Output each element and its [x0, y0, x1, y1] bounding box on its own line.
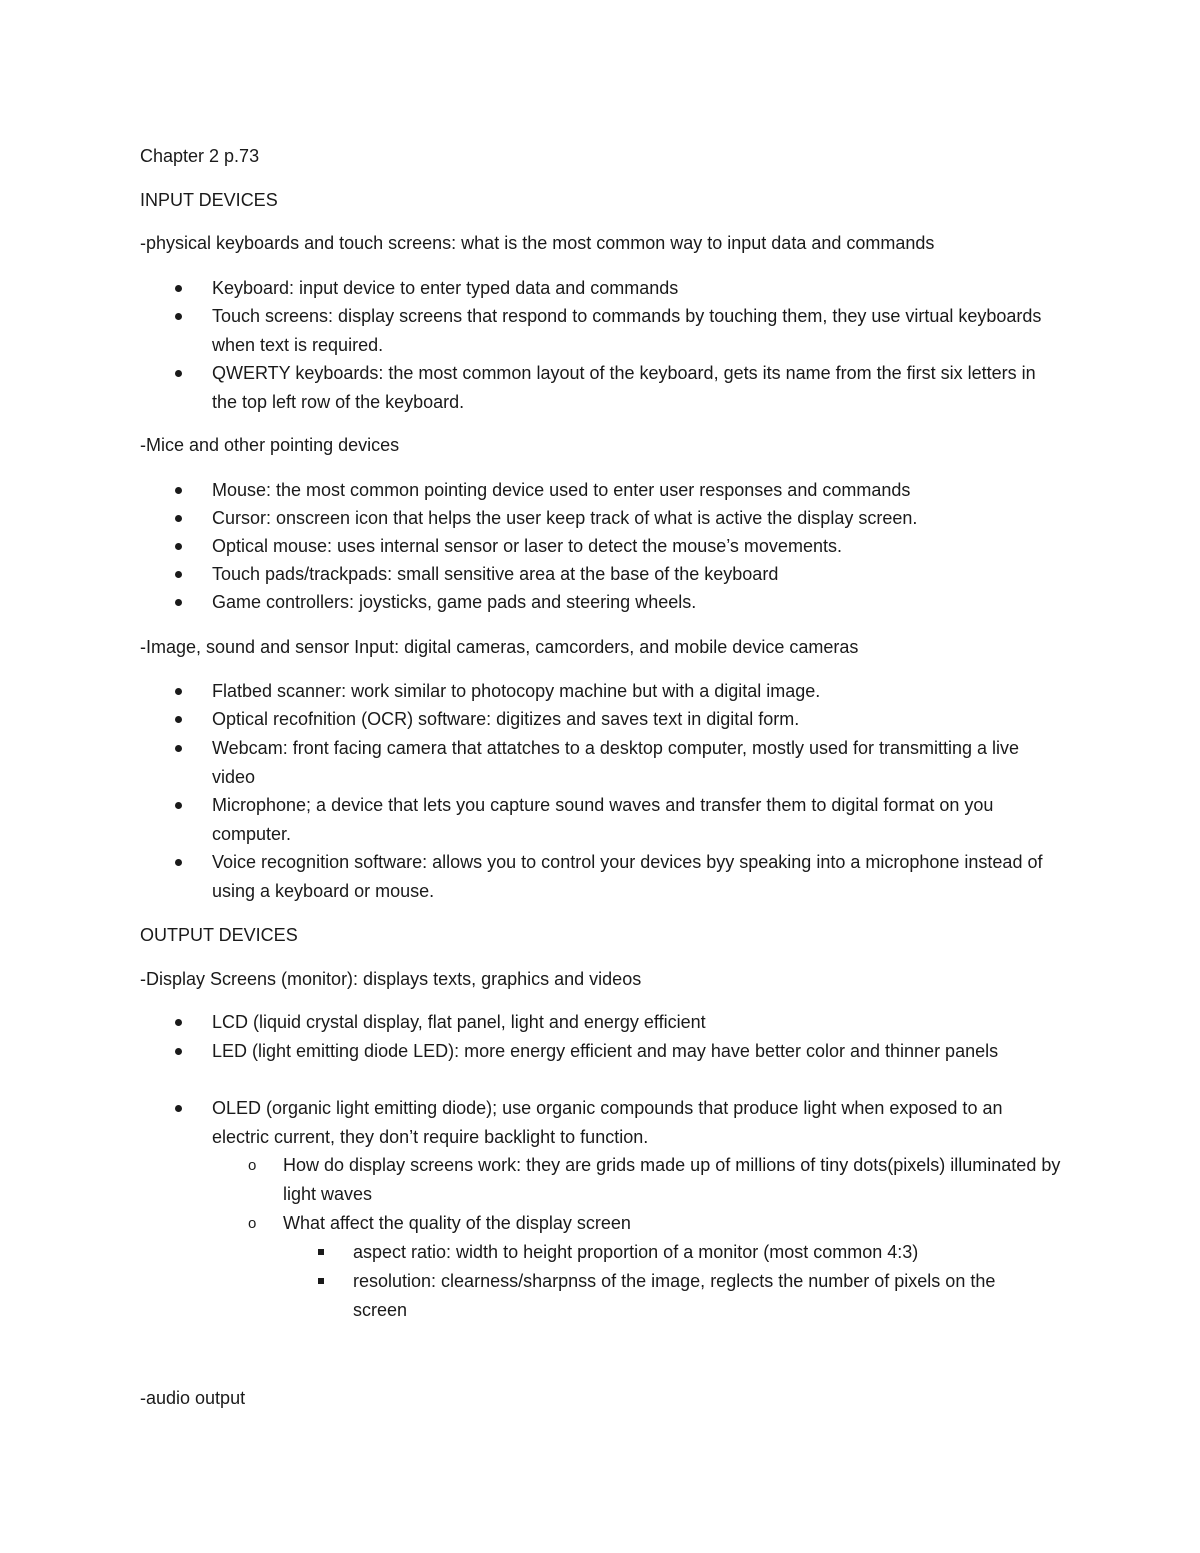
- list-item: Touch screens: display screens that respond to commands by touching them, they use virtual keyboards when text is required.: [212, 306, 1042, 355]
- sub-sub-list-item: aspect ratio: width to height proportion of a monitor (most common 4:3): [353, 1242, 919, 1262]
- bullet-icon: [175, 1105, 182, 1112]
- list-item: LCD (liquid crystal display, flat panel, light and energy efficient: [212, 1012, 706, 1032]
- bullet-icon: [175, 1019, 182, 1026]
- bullet-icon: [175, 745, 182, 752]
- list-item: Webcam: front facing camera that attatches to a desktop computer, mostly used for transmitting a live video: [212, 738, 1020, 787]
- list-item: Microphone; a device that lets you capture sound waves and transfer them to digital format on you computer.: [212, 795, 994, 844]
- bullet-icon: [175, 688, 182, 695]
- list-item: Voice recognition software: allows you to control your devices byy speaking into a microphone instead of using a keyboard or mouse.: [212, 852, 1043, 901]
- bullet-icon: [175, 487, 182, 494]
- input-devices-heading: INPUT DEVICES: [140, 190, 278, 210]
- bullet-icon: [175, 313, 182, 320]
- list-item: Flatbed scanner: work similar to photocopy machine but with a digital image.: [212, 681, 821, 701]
- sub-list-item: What affect the quality of the display screen: [283, 1213, 631, 1233]
- bullet-icon: [175, 599, 182, 606]
- list-item: Touch pads/trackpads: small sensitive area at the base of the keyboard: [212, 564, 779, 584]
- chapter-title: Chapter 2 p.73: [140, 146, 260, 166]
- list-item: LED (light emitting diode LED): more energy efficient and may have better color and thinner panels: [212, 1041, 999, 1061]
- square-bullet-icon: [318, 1249, 324, 1255]
- section-heading-keyboards: -physical keyboards and touch screens: what is the most common way to input data and commands: [140, 233, 935, 253]
- list-item: Mouse: the most common pointing device used to enter user responses and commands: [212, 480, 911, 500]
- section-heading-audio-output: -audio output: [140, 1388, 246, 1408]
- bullet-icon: [175, 1048, 182, 1055]
- sub-bullet-marker: o: [248, 1215, 257, 1232]
- section-heading-image-sound: -Image, sound and sensor Input: digital cameras, camcorders, and mobile device cameras: [140, 637, 859, 657]
- bullet-icon: [175, 802, 182, 809]
- square-bullet-icon: [318, 1278, 324, 1284]
- sub-bullet-marker: o: [248, 1157, 257, 1174]
- bullet-icon: [175, 285, 182, 292]
- bullet-icon: [175, 543, 182, 550]
- output-devices-heading: OUTPUT DEVICES: [140, 925, 298, 945]
- list-item: OLED (organic light emitting diode); use organic compounds that produce light when exposed to an electric current, they don’t require backlight to function.: [212, 1098, 1003, 1147]
- bullet-icon: [175, 716, 182, 723]
- list-item: Cursor: onscreen icon that helps the user keep track of what is active the display screen.: [212, 508, 918, 528]
- list-item: Optical mouse: uses internal sensor or laser to detect the mouse’s movements.: [212, 536, 842, 556]
- list-item: QWERTY keyboards: the most common layout of the keyboard, gets its name from the first six letters in the top left row of the keyboard.: [212, 363, 1036, 412]
- sub-list-item: How do display screens work: they are grids made up of millions of tiny dots(pixels) illuminated by light waves: [283, 1155, 1061, 1204]
- bullet-icon: [175, 571, 182, 578]
- bullet-icon: [175, 859, 182, 866]
- list-item: Game controllers: joysticks, game pads and steering wheels.: [212, 592, 697, 612]
- sub-sub-list-item: resolution: clearness/sharpnss of the image, reglects the number of pixels on the screen: [353, 1271, 996, 1320]
- list-item: Optical recofnition (OCR) software: digitizes and saves text in digital form.: [212, 709, 800, 729]
- bullet-icon: [175, 370, 182, 377]
- section-heading-mice: -Mice and other pointing devices: [140, 435, 400, 455]
- bullet-icon: [175, 515, 182, 522]
- section-heading-display-screens: -Display Screens (monitor): displays texts, graphics and videos: [140, 969, 642, 989]
- list-item: Keyboard: input device to enter typed data and commands: [212, 278, 679, 298]
